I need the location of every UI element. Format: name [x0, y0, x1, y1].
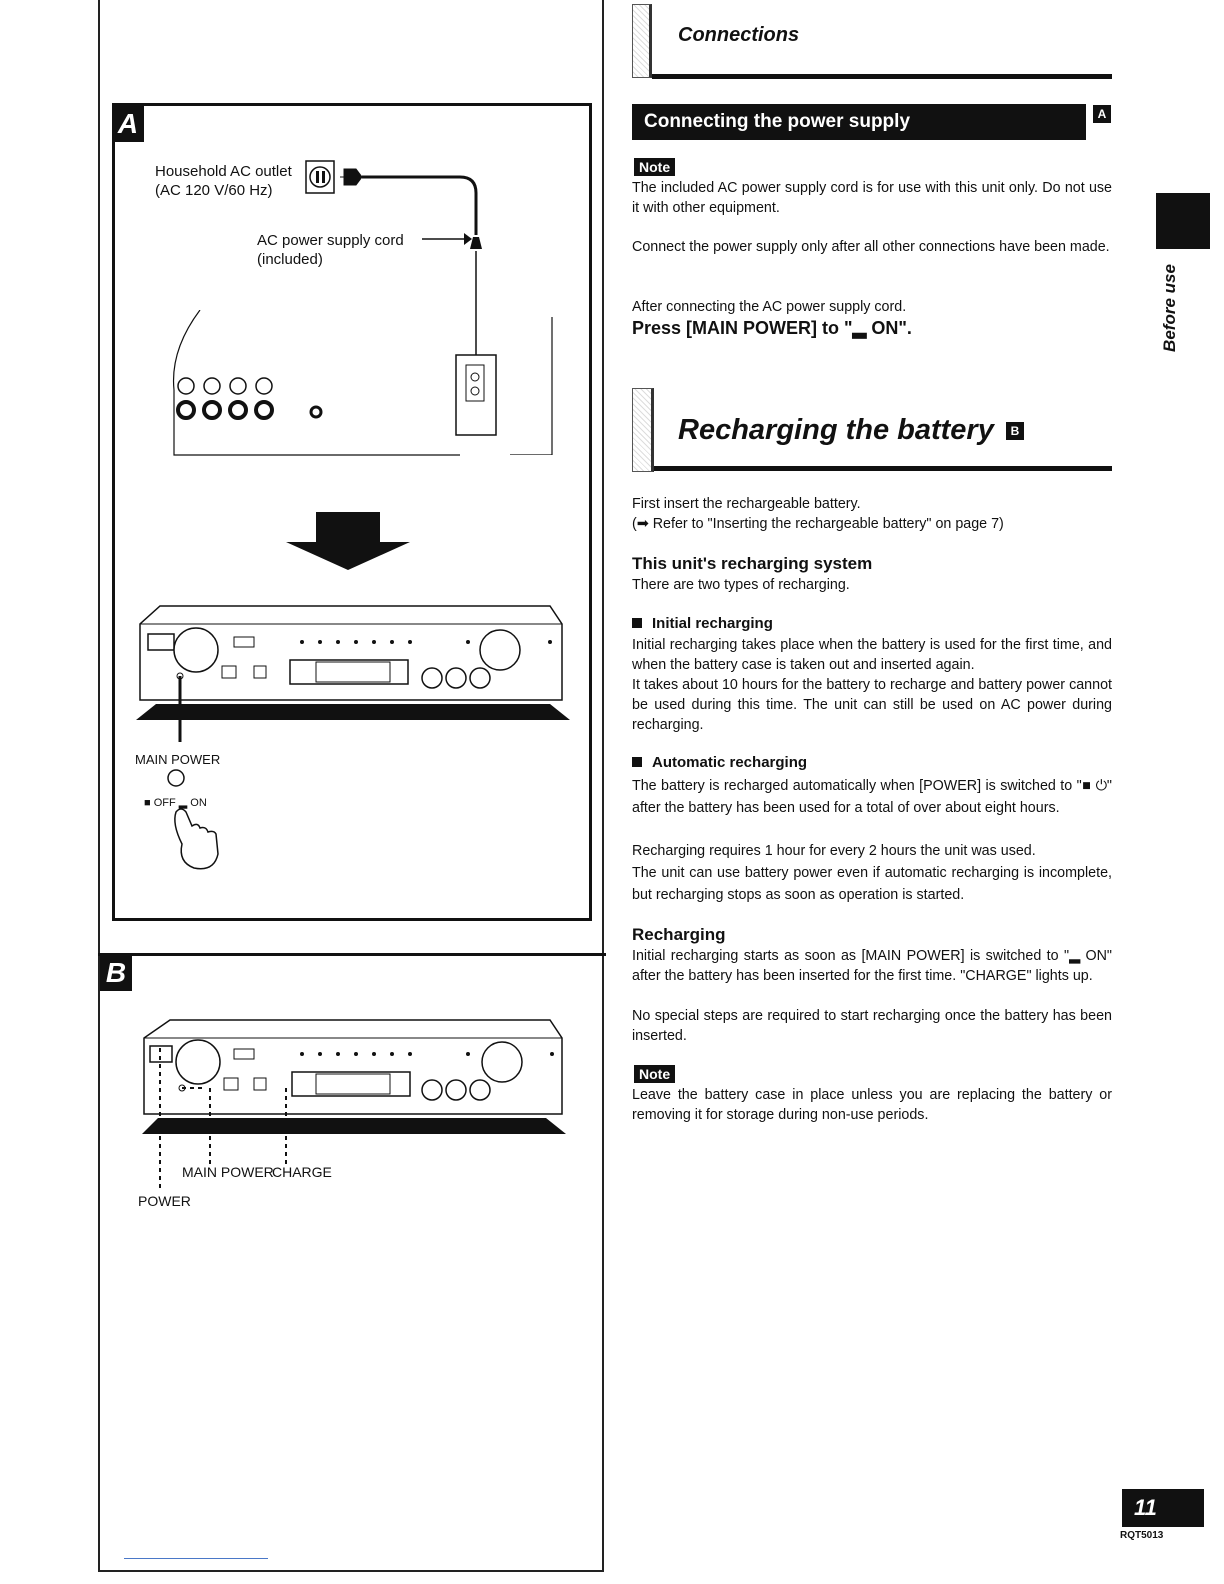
- initial-recharging-duration-text: It takes about 10 hours for the battery to recharge and battery power cannot be used during this time. The unit can still be used on AC power during recharging.: [632, 677, 1112, 733]
- recharging-header-swatch: [632, 388, 654, 472]
- refer-page-text: (➡ Refer to "Inserting the rechargeable battery" on page 7): [632, 516, 1004, 532]
- recharging-title: [678, 414, 1024, 447]
- receiver-front-illustration-b: [140, 1018, 570, 1188]
- page-section-title: Connections: [678, 24, 800, 46]
- recharging-start-text: Initial recharging starts as soon as [MAIN POWER] is switched to "▂ ON" after the battery has been inserted for the first time. "CHARGE" lights up.: [632, 948, 1112, 984]
- recharging-rule: [654, 466, 1112, 471]
- bullet-square-icon: [632, 757, 642, 767]
- power-supply-section-bar: Connecting the power supply: [632, 104, 1086, 140]
- power-note-text: The included AC power supply cord is for use with this unit only. Do not use it with other equipment.: [632, 180, 1112, 216]
- main-power-label-b: MAIN POWER: [182, 1164, 274, 1180]
- recharging-system-heading: This unit's recharging system: [632, 554, 873, 573]
- recharging-types-text: There are two types of recharging.: [632, 577, 850, 593]
- document-code: RQT5013: [1120, 1530, 1164, 1541]
- outlet-label: Household AC outlet: [155, 163, 292, 180]
- figure-b-tag: B: [100, 955, 132, 991]
- recharging-heading: Recharging: [632, 925, 726, 944]
- no-special-steps-text: No special steps are required to start recharging once the battery has been inserted.: [632, 1008, 1112, 1044]
- header-rule: [652, 74, 1112, 79]
- note-badge-2: Note: [634, 1065, 675, 1083]
- receiver-front-illustration-a: [130, 604, 570, 744]
- pressing-finger-icon: [168, 808, 226, 874]
- initial-recharging-heading-text: Initial recharging: [652, 615, 773, 632]
- cord-included-label: (included): [257, 251, 323, 268]
- insert-battery-text: First insert the rechargeable battery.: [632, 496, 861, 512]
- power-supply-figure-tag: A: [1093, 105, 1111, 123]
- battery-case-note-text: Leave the battery case in place unless you are replacing the battery or removing it for storage during non-use periods.: [632, 1087, 1112, 1123]
- power-label: POWER: [138, 1193, 191, 1209]
- sidebar-tab-block: [1156, 193, 1210, 249]
- sidebar-tab-text: Before use: [1160, 264, 1179, 352]
- outlet-spec-label: (AC 120 V/60 Hz): [155, 182, 273, 199]
- recharging-ratio-text: Recharging requires 1 hour for every 2 hours the unit was used.: [632, 843, 1036, 859]
- after-connect-text: After connecting the AC power supply cord.: [632, 299, 907, 315]
- connections-header-swatch: [632, 4, 652, 78]
- figure-b-divider: [98, 953, 606, 956]
- off-on-label: ■ OFF ▂ ON: [144, 797, 207, 809]
- note-badge-1: Note: [634, 158, 675, 176]
- automatic-recharging-heading: [632, 754, 807, 771]
- main-power-button-icon: [166, 768, 186, 788]
- battery-power-incomplete-text: The unit can use battery power even if automatic recharging is incomplete, but recharging stops as soon as operation is started.: [632, 865, 1112, 903]
- initial-recharging-text: Initial recharging takes place when the battery is used for the first time, and when the battery case is taken out and inserted again.: [632, 637, 1112, 673]
- figure-a-tag: A: [112, 106, 144, 142]
- rear-panel-illustration: [150, 310, 470, 470]
- scan-artifact-line: [124, 1558, 268, 1559]
- sidebar-tab-label: [1150, 260, 1190, 356]
- cord-label: AC power supply cord: [257, 232, 404, 249]
- press-main-power-instruction: Press [MAIN POWER] to "▂ ON".: [632, 318, 912, 338]
- charge-label: CHARGE: [272, 1164, 332, 1180]
- automatic-recharging-heading-text: Automatic recharging: [652, 754, 808, 771]
- connect-order-text: Connect the power supply only after all other connections have been made.: [632, 239, 1110, 255]
- recharging-title-text: Recharging the battery: [678, 414, 994, 446]
- down-arrow-icon: [286, 512, 410, 572]
- bullet-square-icon: [632, 618, 642, 628]
- automatic-recharging-text: The battery is recharged automatically when [POWER] is switched to "■ ⏻" after the battery has been used for a total of over about eight hours.: [632, 778, 1112, 816]
- initial-recharging-heading: [632, 615, 773, 632]
- page-number: 11: [1122, 1489, 1204, 1527]
- main-power-label-a: MAIN POWER: [135, 752, 221, 767]
- recharging-figure-tag: B: [1006, 422, 1024, 440]
